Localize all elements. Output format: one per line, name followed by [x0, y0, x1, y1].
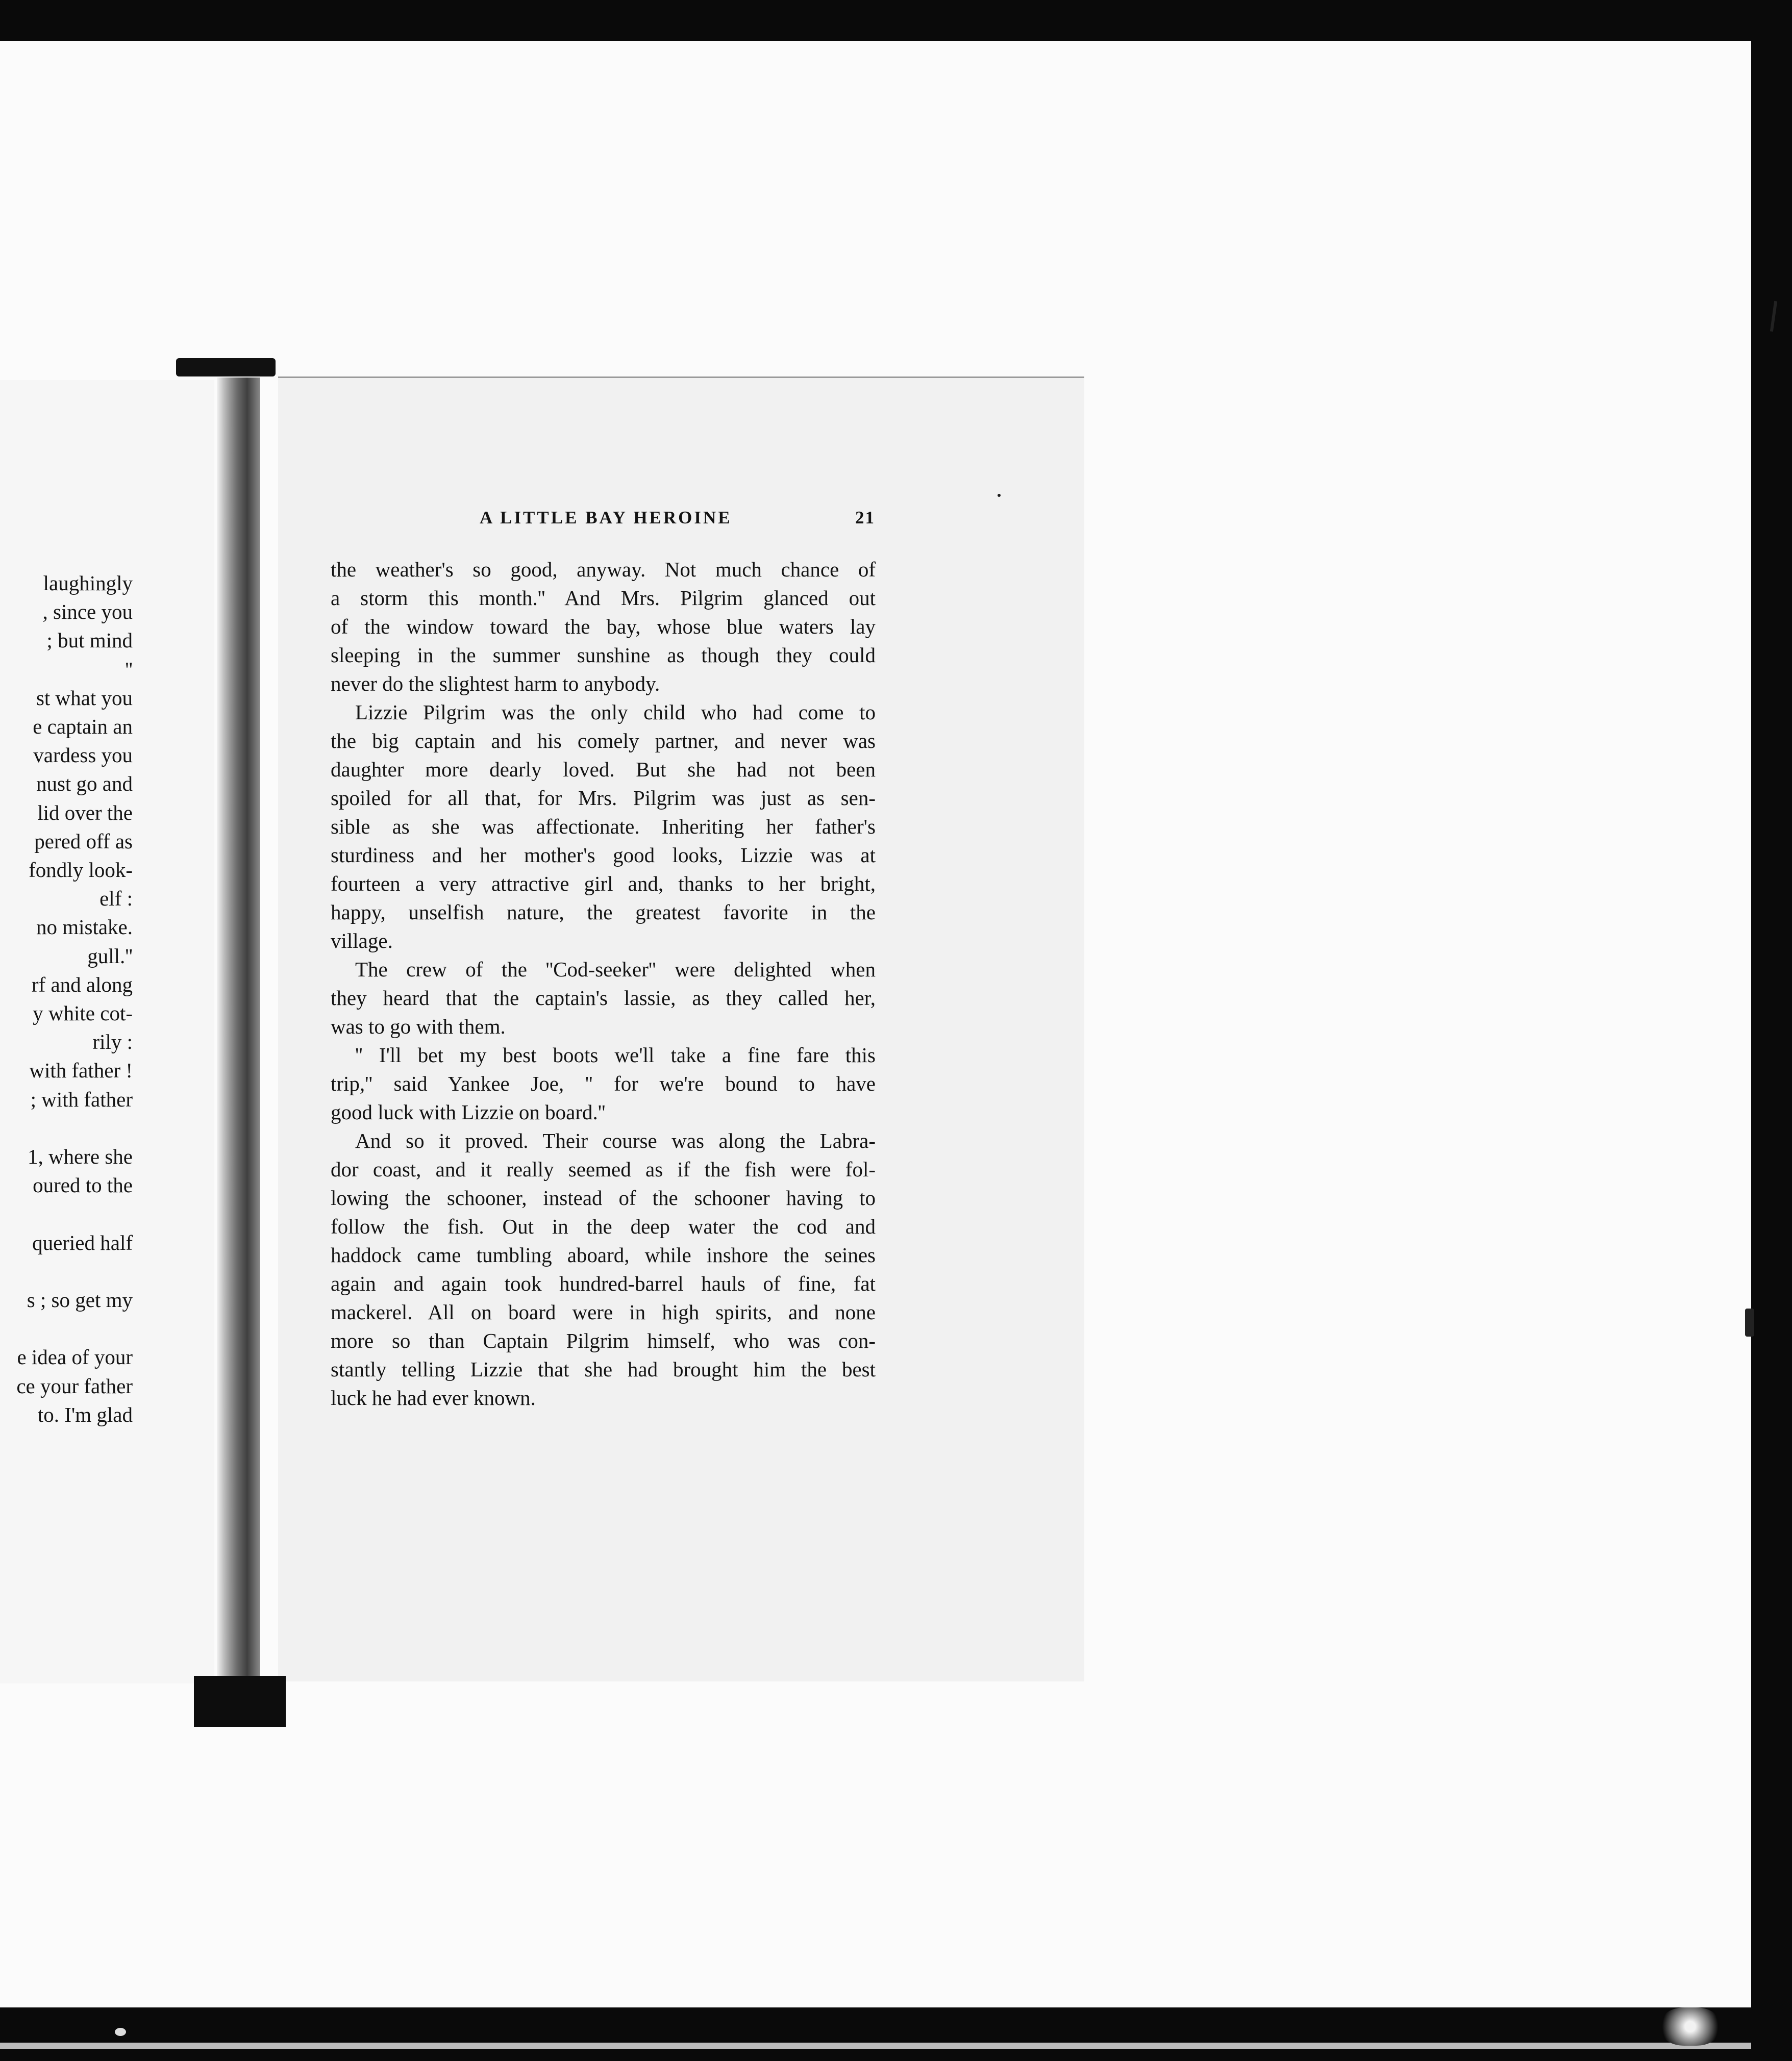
left-page-line: ''	[125, 657, 133, 681]
scan-artifact	[1661, 2007, 1720, 2046]
text-line: And so it proved. Their course was along the Labra-	[355, 1129, 876, 1152]
text-line: again and again took hundred-barrel hauls of fine, fat	[331, 1272, 876, 1295]
left-page-line: to. I'm glad	[37, 1402, 133, 1426]
left-page-line: e captain an	[33, 715, 133, 738]
left-page-line: y white cot-	[33, 1001, 133, 1025]
text-line: daughter more dearly loved. But she had not been	[331, 758, 876, 781]
text-line: The crew of the ''Cod-seeker'' were delighted when	[355, 958, 876, 981]
left-page-line: pered off as	[34, 829, 133, 853]
text-line: village.	[331, 929, 393, 952]
text-line: stantly telling Lizzie that she had brought him the best	[331, 1358, 876, 1381]
running-head-title: A LITTLE BAY HEROINE	[480, 508, 732, 527]
text-line: '' I'll bet my best boots we'll take a fine fare this	[355, 1043, 876, 1067]
gutter-clip-bottom	[194, 1676, 286, 1727]
text-line: dor coast, and it really seemed as if the fish were fol-	[331, 1158, 876, 1181]
text-line: never do the slightest harm to anybody.	[331, 672, 660, 695]
dust-speck	[115, 2028, 126, 2036]
text-line: haddock came tumbling aboard, while inshore the seines	[331, 1243, 876, 1267]
text-line: more so than Captain Pilgrim himself, who was con-	[331, 1329, 876, 1352]
left-page-line: oured to the	[33, 1173, 133, 1197]
left-page-line: e idea of your	[17, 1345, 133, 1369]
text-line: spoiled for all that, for Mrs. Pilgrim was just as sen-	[331, 786, 876, 810]
book-gutter	[217, 378, 260, 1683]
text-line: fourteen a very attractive girl and, thanks to her bright,	[331, 872, 876, 895]
left-page-line: no mistake.	[36, 915, 133, 939]
scan-frame-bottom	[0, 2007, 1792, 2061]
text-line: mackerel. All on board were in high spirits, and none	[331, 1300, 876, 1324]
left-page-line: with father !	[29, 1059, 133, 1083]
dust-speck	[998, 494, 1001, 497]
text-line: happy, unselfish nature, the greatest favorite in the	[331, 900, 876, 924]
text-line: Lizzie Pilgrim was the only child who had come to	[355, 700, 876, 724]
scan-frame-strip	[0, 2043, 1751, 2049]
text-line: sturdiness and her mother's good looks, Lizzie was at	[331, 843, 876, 867]
text-line: of the window toward the bay, whose blue waters lay	[331, 615, 876, 638]
left-page-line: s ; so get my	[27, 1288, 133, 1312]
gutter-clip-top	[176, 358, 276, 376]
left-page-line: fondly look-	[29, 858, 133, 882]
text-line: trip,'' said Yankee Joe, '' for we're bound to have	[331, 1072, 876, 1095]
text-line: follow the fish. Out in the deep water the cod and	[331, 1215, 876, 1238]
page-number: 21	[855, 508, 875, 527]
left-page-line: rily :	[92, 1030, 133, 1054]
left-page	[0, 380, 214, 1683]
left-page-line: 1, where she	[27, 1145, 133, 1168]
left-page-line: gull.''	[87, 944, 133, 968]
text-line: was to go with them.	[331, 1015, 506, 1038]
text-line: the big captain and his comely partner, and never was	[331, 729, 876, 752]
text-line: sible as she was affectionate. Inheriting her father's	[331, 815, 876, 838]
left-page-line: , since you	[42, 600, 133, 624]
text-line: lowing the schooner, instead of the schooner having to	[331, 1186, 876, 1210]
left-page-line: laughingly	[43, 571, 133, 595]
text-line: the weather's so good, anyway. Not much chance of	[331, 558, 876, 581]
left-page-line: rf and along	[31, 972, 133, 996]
left-page-line: st what you	[36, 686, 133, 710]
left-page-line: elf :	[99, 887, 133, 911]
left-page-line: queried half	[32, 1230, 133, 1254]
text-line: they heard that the captain's lassie, as they called her,	[331, 986, 876, 1010]
text-line: good luck with Lizzie on board.''	[331, 1100, 606, 1124]
left-page-line: ; but mind	[46, 629, 133, 652]
left-page-line: nust go and	[36, 772, 133, 796]
page-body-text	[331, 555, 876, 1412]
left-page-line: ; with father	[30, 1087, 133, 1111]
text-line: luck he had ever known.	[331, 1386, 536, 1410]
left-page-line: vardess you	[33, 743, 133, 767]
scan-edge-notch	[1745, 1309, 1754, 1337]
text-line: sleeping in the summer sunshine as though they could	[331, 643, 876, 667]
left-page-line: lid over the	[37, 800, 133, 824]
text-line: a storm this month.'' And Mrs. Pilgrim glanced out	[331, 586, 876, 610]
left-page-line: ce your father	[16, 1374, 133, 1398]
scan-frame-top	[0, 0, 1792, 41]
scan-frame-right	[1751, 0, 1792, 2061]
